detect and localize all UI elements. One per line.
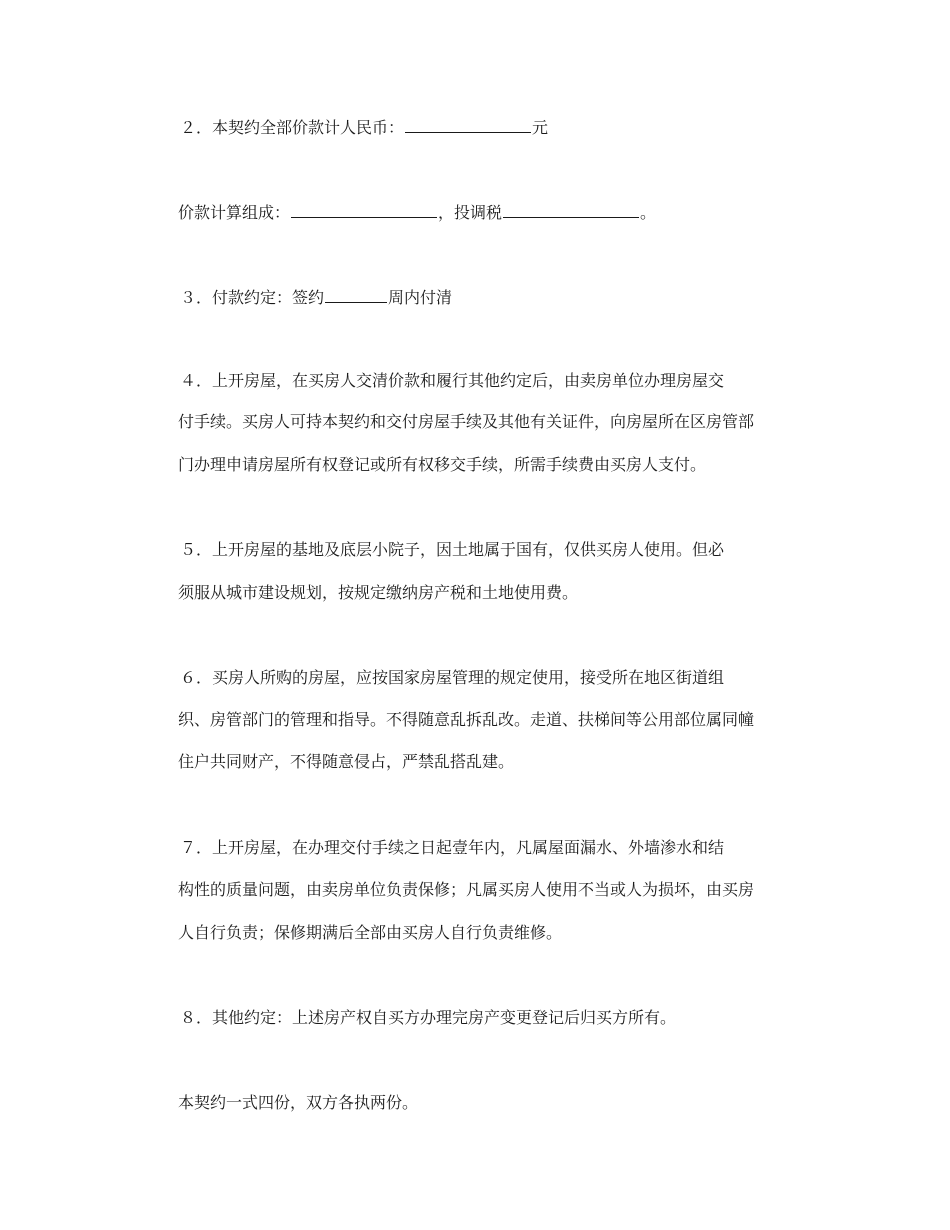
clause-3-number: ３．: [180, 288, 213, 307]
clause-6-line: 织、房管部门的管理和指导。不得随意乱拆乱改。走道、扶梯间等公用部位属同幢: [178, 710, 755, 729]
clause-4-line: 门办理申请房屋所有权登记或所有权移交手续，所需手续费由买房人支付。: [178, 455, 707, 474]
clause-3: [180, 286, 820, 308]
price-composition-label: 价款计算组成：: [178, 203, 291, 222]
clause-2-text: 本契约全部价款计人民币：: [212, 118, 405, 137]
clause-3-suffix: 周内付清: [388, 288, 453, 307]
clause-4-line: ４．上开房屋，在买房人交清价款和履行其他约定后，由卖房单位办理房屋交: [180, 371, 725, 390]
clause-7-line: 构性的质量问题，由卖房单位负责保修；凡属买房人使用不当或人为损坏，由买房: [178, 880, 755, 899]
clause-4-line: 付手续。买房人可持本契约和交付房屋手续及其他有关证件，向房屋所在区房管部: [178, 412, 755, 431]
tax-label: ，投调税: [438, 203, 503, 222]
closing-statement: 本契约一式四份，双方各执两份。: [178, 1093, 419, 1112]
clause-5-line: ５．上开房屋的基地及底层小院子，因土地属于国有，仅供买房人使用。但必: [180, 540, 725, 559]
clause-8: ８．其他约定：上述房产权自买方办理完房产变更登记后归买方所有。: [180, 1008, 677, 1027]
price-composition-blank[interactable]: [291, 201, 437, 218]
clause-6-line: 住户共同财产，不得随意侵占，严禁乱搭乱建。: [178, 752, 515, 771]
clause-7-line: 人自行负责；保修期满后全部由买房人自行负责维修。: [178, 923, 563, 942]
clause-2: [180, 116, 820, 138]
price-composition-end: 。: [640, 203, 657, 222]
payment-weeks-blank[interactable]: [325, 286, 387, 303]
clause-2-suffix: 元: [532, 118, 549, 137]
clause-6-line: ６．买房人所购的房屋，应按国家房屋管理的规定使用，接受所在地区街道组: [180, 668, 725, 687]
clause-5-line: 须服从城市建设规划，按规定缴纳房产税和土地使用费。: [178, 583, 579, 602]
total-price-blank[interactable]: [405, 116, 531, 133]
price-composition: [178, 201, 818, 223]
clause-3-text: 付款约定：签约: [212, 288, 325, 307]
clause-2-number: ２．: [180, 118, 213, 137]
clause-7-line: ７．上开房屋，在办理交付手续之日起壹年内，凡属屋面漏水、外墙渗水和结: [180, 838, 725, 857]
tax-blank[interactable]: [503, 201, 639, 218]
